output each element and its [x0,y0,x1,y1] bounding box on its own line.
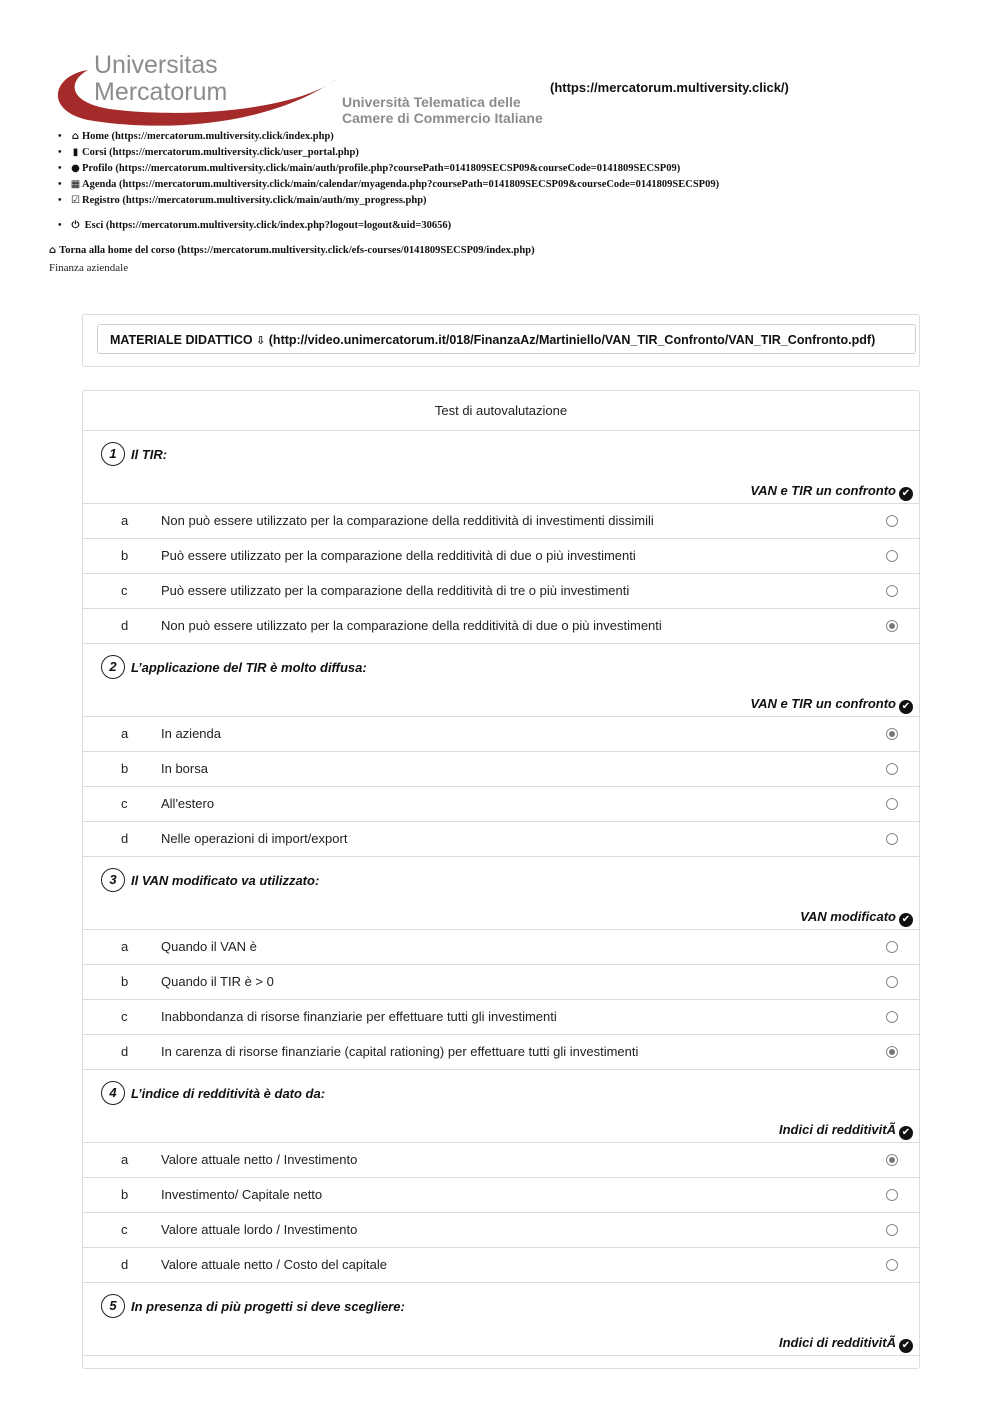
question-text: In presenza di più progetti si deve scegliere: [131,1299,405,1314]
answer-option[interactable] [83,539,919,574]
answer-letter: c [121,1009,128,1024]
answer-letter: a [121,726,129,741]
answer-option[interactable] [83,1213,919,1248]
question-header [83,1070,919,1143]
answer-text: Investimento/ Capitale netto [161,1187,323,1202]
question-block [83,431,919,644]
question-block [83,1283,919,1356]
question-topic-label: VAN modificato [800,909,896,924]
course-name: Finanza aziendale [49,262,129,274]
download-icon: ⇩ [256,334,266,347]
question-topic [800,909,913,927]
answer-text: In azienda [161,726,221,741]
answer-radio[interactable] [886,1224,898,1236]
question-block [83,644,919,857]
answer-letter: d [121,1257,129,1272]
answer-option[interactable] [83,930,919,965]
nav-item-esci[interactable] [70,218,719,234]
answer-letter: a [121,1152,129,1167]
nav-item-agenda[interactable] [70,177,719,193]
check-circle-icon: ✔ [899,700,913,714]
question-number: 3 [101,868,125,892]
answer-text: All'estero [161,796,215,811]
material-label: MATERIALE DIDATTICO [110,333,253,347]
nav-item-label: Agenda (https://mercatorum.multiversity.click/main/calendar/myagenda.php?coursePath=0141809SECSP09&courseCode=0141809SECSP09) [82,179,720,190]
answer-text: Nelle operazioni di import/export [161,831,348,846]
logo-sub-line2: Camere di Commercio Italiane [342,110,543,126]
answer-option[interactable] [83,1248,919,1283]
question-number: 1 [101,442,125,466]
nav-item-corsi[interactable] [70,145,719,161]
site-home-link[interactable]: (https://mercatorum.multiversity.click/) [550,80,789,95]
main-nav [70,129,719,234]
answer-option[interactable] [83,822,919,857]
answer-radio[interactable] [886,833,898,845]
answer-text: Inabbondanza di risorse finanziarie per effettuare tutti gli investimenti [161,1009,557,1024]
answer-radio[interactable] [886,585,898,597]
answer-radio[interactable] [886,941,898,953]
answer-text: Non può essere utilizzato per la comparazione della redditività di investimenti dissimili [161,513,654,528]
answer-text: Può essere utilizzato per la comparazione della redditività di due o più investimenti [161,548,636,563]
question-topic-label: Indici di redditivitÃ [778,1335,896,1350]
answer-letter: d [121,1044,129,1059]
check-circle-icon: ✔ [899,1126,913,1140]
answer-letter: a [121,513,129,528]
answer-letter: d [121,831,129,846]
answer-option[interactable] [83,504,919,539]
university-logo[interactable] [48,50,548,130]
nav-item-label: Esci (https://mercatorum.multiversity.click/index.php?logout=logout&uid=30656) [84,220,452,231]
answer-radio[interactable] [886,1046,898,1058]
answer-text: Quando il VAN è [161,939,257,954]
logo-name-line1: Universitas [94,51,218,79]
answer-radio[interactable] [886,728,898,740]
answer-option[interactable] [83,717,919,752]
answer-text: Valore attuale lordo / Investimento [161,1222,358,1237]
question-topic [779,1335,913,1353]
answer-letter: a [121,939,129,954]
material-download-button[interactable] [97,324,916,354]
answer-letter: d [121,618,129,633]
answer-radio[interactable] [886,515,898,527]
question-header [83,644,919,717]
answer-option[interactable] [83,787,919,822]
question-topic-label: Indici di redditivitÃ [778,1122,896,1137]
power-icon: ⏻ [71,220,80,231]
nav-item-home[interactable] [70,129,719,145]
material-url: (http://video.unimercatorum.it/018/FinanzaAz/Martiniello/VAN_TIR_Confronto/VAN_TIR_Confronto.pdf) [268,333,876,347]
nav-item-profilo[interactable] [70,161,719,177]
answer-text: In carenza di risorse finanziarie (capital rationing) per effettuare tutti gli investimenti [161,1044,639,1059]
question-topic [779,1122,913,1140]
answer-letter: c [121,583,128,598]
nav-item-registro[interactable] [70,193,719,209]
home-icon: ⌂ [71,131,80,142]
back-to-course-link[interactable] [49,245,535,256]
answer-text: In borsa [161,761,208,776]
check-circle-icon: ✔ [899,487,913,501]
answer-text: Può essere utilizzato per la comparazione della redditività di tre o più investimenti [161,583,630,598]
answer-option[interactable] [83,1178,919,1213]
answer-letter: b [121,974,129,989]
question-topic-label: VAN e TIR un confronto [750,483,896,498]
question-block [83,857,919,1070]
nav-item-label: Corsi (https://mercatorum.multiversity.click/user_portal.php) [82,147,359,158]
test-panel [82,390,920,1369]
answer-letter: b [121,548,129,563]
answer-text: Valore attuale netto / Investimento [161,1152,358,1167]
home-icon: ⌂ [49,245,57,256]
answer-radio[interactable] [886,620,898,632]
answer-option[interactable] [83,609,919,644]
answer-radio[interactable] [886,1189,898,1201]
question-topic [750,696,913,714]
answer-option[interactable] [83,574,919,609]
logo-name-line2: Mercatorum [94,78,228,106]
answer-option[interactable] [83,752,919,787]
check-circle-icon: ✔ [899,1339,913,1353]
answer-letter: b [121,761,129,776]
answer-letter: b [121,1187,129,1202]
answer-option[interactable] [83,1143,919,1178]
material-panel [82,314,920,367]
test-title: Test di autovalutazione [83,391,919,431]
question-header [83,857,919,930]
answer-radio[interactable] [886,1154,898,1166]
calendar-icon: ▦ [70,179,81,190]
answer-option[interactable] [83,965,919,1000]
question-topic [750,483,913,501]
check-circle-icon: ✔ [899,913,913,927]
answer-letter: c [121,796,128,811]
logo-sub-line1: Università Telematica delle [342,94,521,110]
nav-item-label: Profilo (https://mercatorum.multiversity.click/main/auth/profile.php?coursePath=0141809SECSP09&courseCode=0141809SECSP09) [82,163,681,174]
nav-item-label: Registro (https://mercatorum.multiversity.click/main/auth/my_progress.php) [82,195,427,206]
question-text: L’applicazione del TIR è molto diffusa: [131,660,367,675]
answer-text: Valore attuale netto / Costo del capitale [161,1257,387,1272]
answer-letter: c [121,1222,128,1237]
user-icon: ● [71,163,80,174]
question-number: 4 [101,1081,125,1105]
book-icon: ▮ [72,147,79,158]
question-text: Il VAN modificato va utilizzato: [131,873,320,888]
answer-radio[interactable] [886,550,898,562]
answer-radio[interactable] [886,763,898,775]
header [48,50,948,130]
question-header [83,431,919,504]
answer-option[interactable] [83,1000,919,1035]
question-text: Il TIR: [131,447,168,462]
answer-radio[interactable] [886,1011,898,1023]
question-block [83,1070,919,1283]
answer-option[interactable] [83,1035,919,1070]
answer-text: Non può essere utilizzato per la comparazione della redditività di due o più investimenti [161,618,662,633]
question-number: 5 [101,1294,125,1318]
question-header [83,1283,919,1356]
question-text: L’indice di redditività è dato da: [131,1086,326,1101]
answer-radio[interactable] [886,1259,898,1271]
question-number: 2 [101,655,125,679]
answer-radio[interactable] [886,976,898,988]
answer-text: Quando il TIR è > 0 [161,974,274,989]
nav-item-label: Home (https://mercatorum.multiversity.click/index.php) [82,131,334,142]
question-topic-label: VAN e TIR un confronto [750,696,896,711]
answer-radio[interactable] [886,798,898,810]
back-link-label: Torna alla home del corso (https://mercatorum.multiversity.click/efs-courses/0141809SECSP09/index.php) [59,245,535,256]
checkbox-icon: ☑ [71,195,80,206]
